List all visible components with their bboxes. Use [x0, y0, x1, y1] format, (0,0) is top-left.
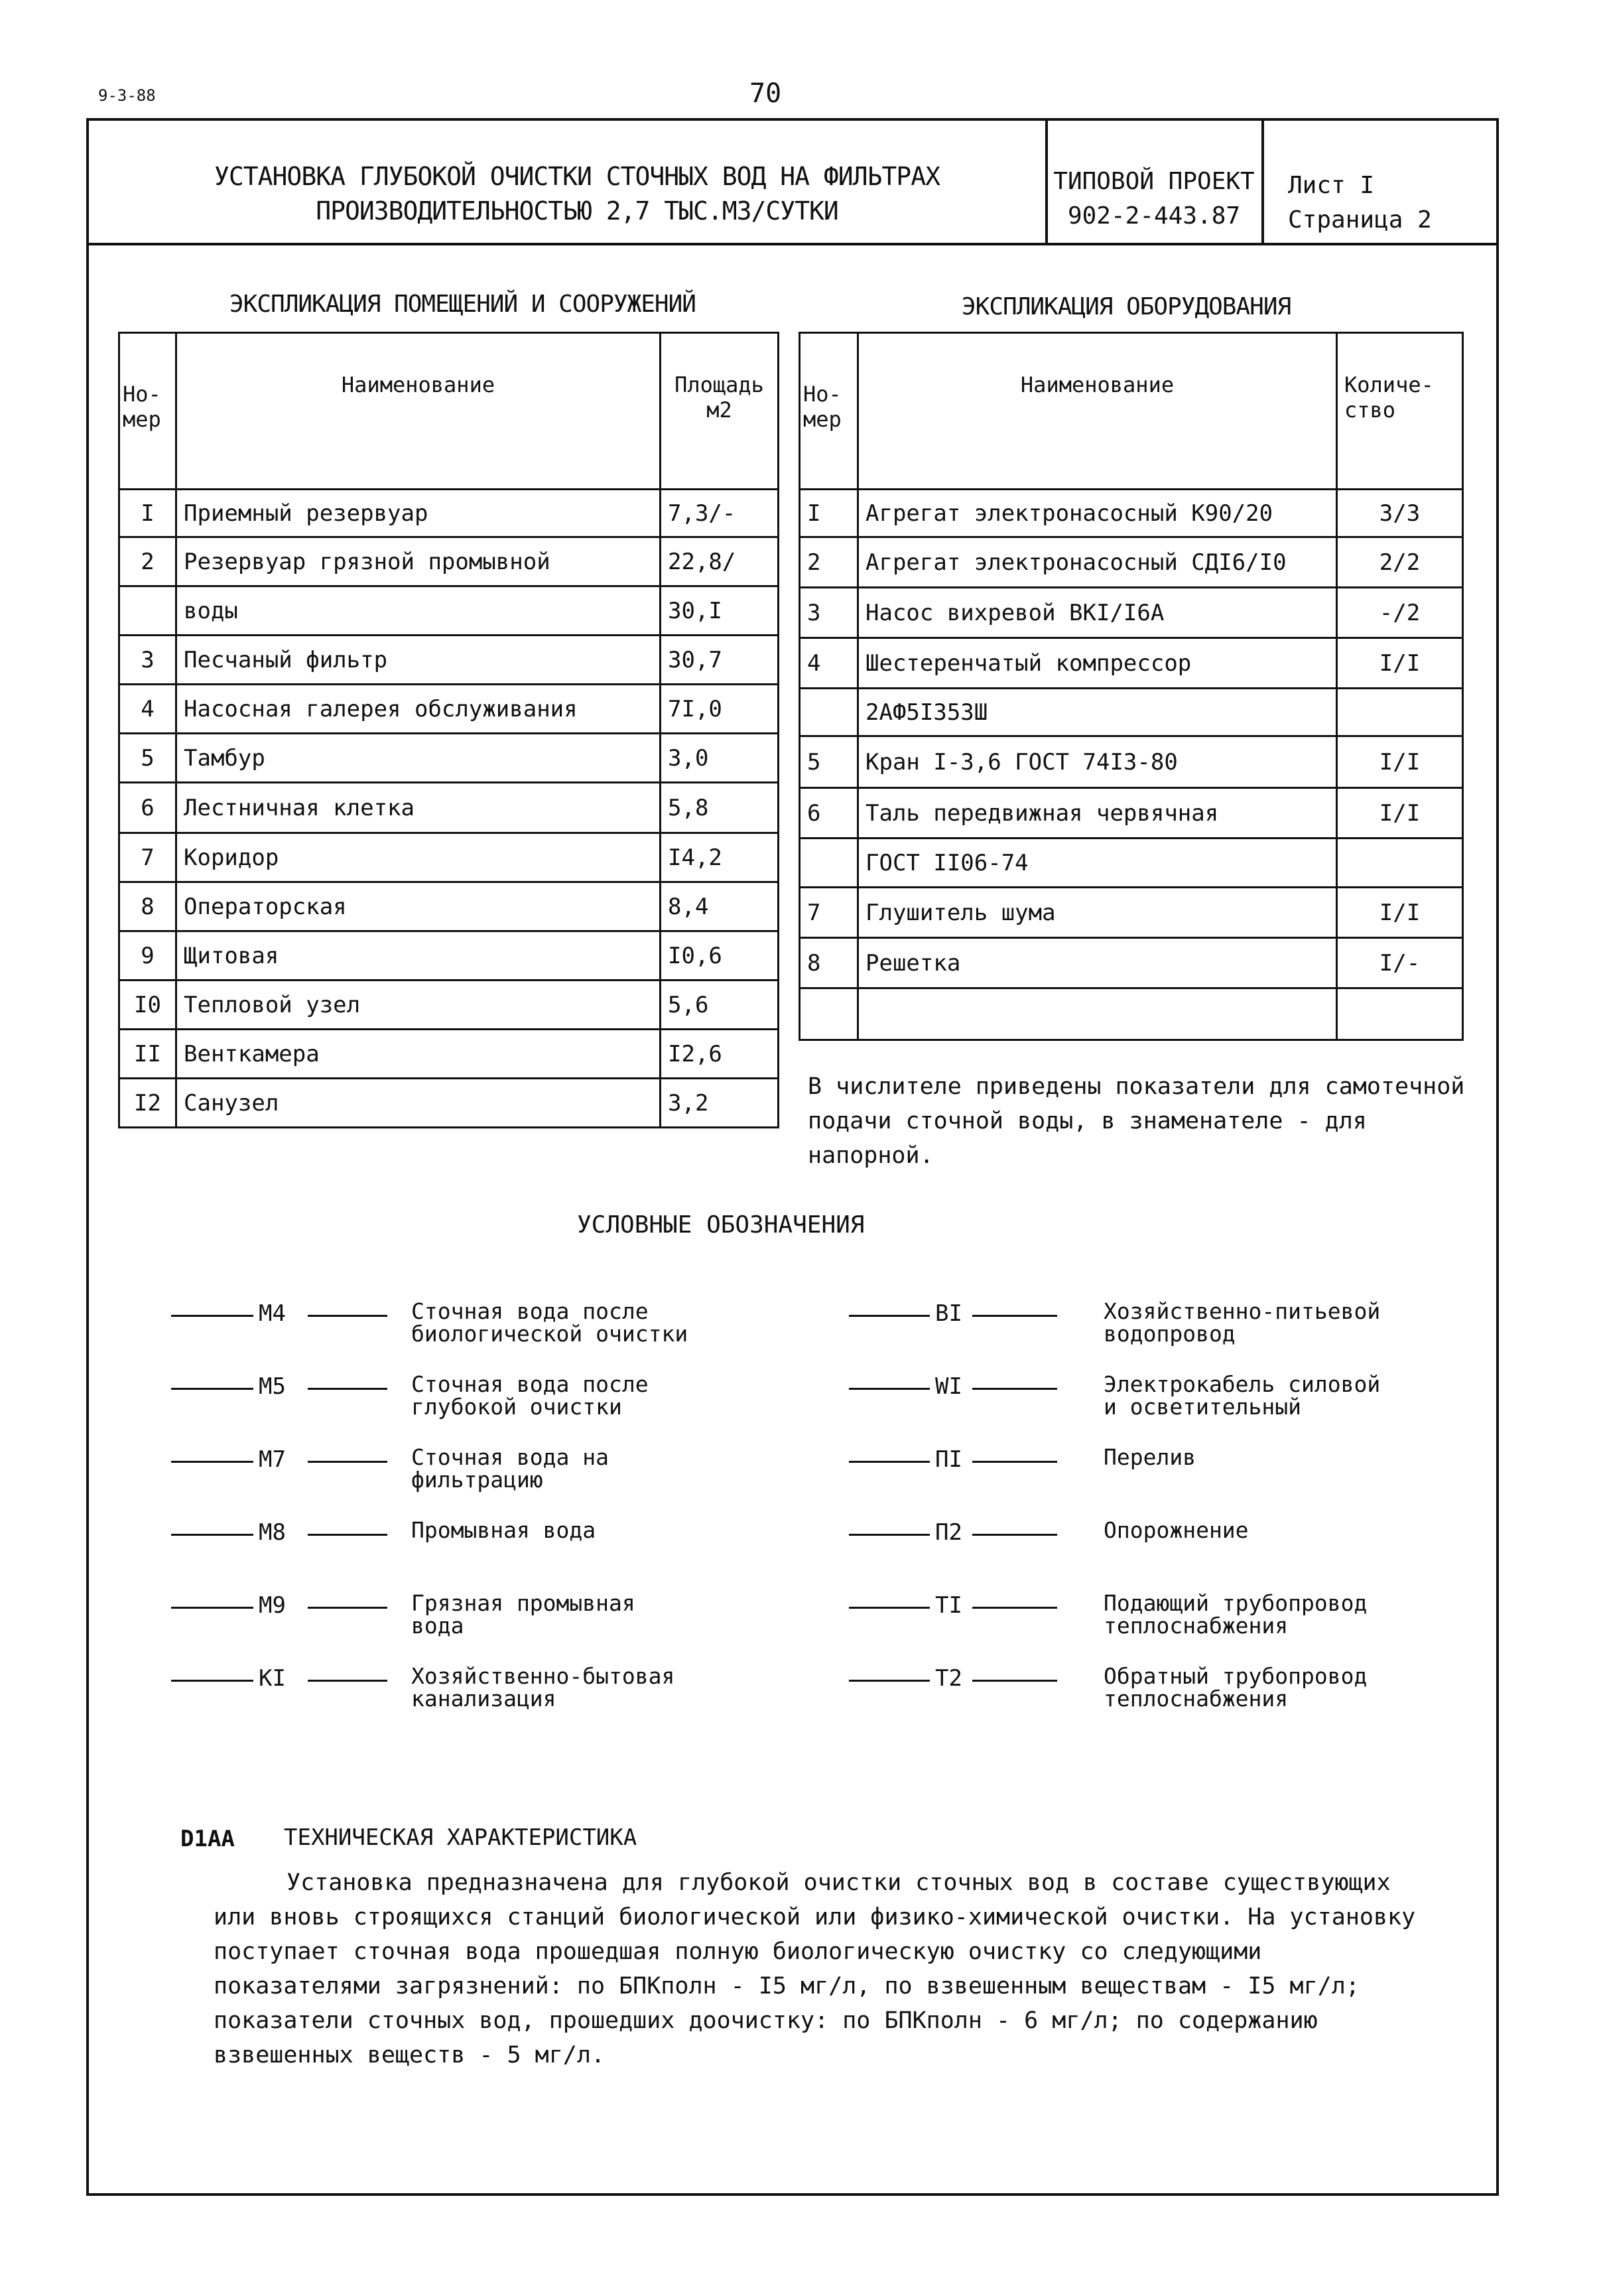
- room-number: 3: [119, 636, 176, 685]
- table-row: [119, 586, 779, 636]
- equipment-qty: I/I: [1337, 638, 1463, 689]
- equipment-name: Глушитель шума: [858, 888, 1337, 938]
- room-name: Тепловой узел: [176, 980, 661, 1030]
- legend-description-line: теплоснабжения: [1104, 1686, 1289, 1712]
- table-row: [119, 1079, 779, 1128]
- equipment-name: Насос вихревой ВКI/I6А: [858, 588, 1337, 638]
- project-code-block: [1049, 165, 1259, 234]
- legend-line-segment: [972, 1534, 1057, 1536]
- legend-line-segment: [849, 1534, 930, 1536]
- equipment-number: 3: [800, 588, 858, 638]
- legend-line-segment: [308, 1461, 387, 1463]
- equipment-name: Решетка: [858, 938, 1337, 988]
- legend-item: [849, 1446, 1512, 1499]
- room-name: Коридор: [176, 833, 661, 882]
- legend-code: КI: [259, 1665, 286, 1692]
- legend-description-line: вода: [411, 1613, 464, 1639]
- legend-line-segment: [972, 1315, 1057, 1317]
- legend-code: Т2: [935, 1665, 962, 1692]
- legend-description-line: Грязная промывная: [411, 1590, 635, 1616]
- legend-line-segment: [972, 1461, 1057, 1463]
- rooms-title: ЭКСПЛИКАЦИЯ ПОМЕЩЕНИЙ И СООРУЖЕНИЙ: [229, 291, 696, 318]
- legend-description: [1104, 1446, 1196, 1469]
- legend-description-line: Обратный трубопровод: [1104, 1663, 1368, 1689]
- equipment-name: Агрегат электронасосный К90/20: [858, 490, 1337, 537]
- room-area: 3,2: [661, 1079, 779, 1128]
- legend-description-line: Электрокабель силовой: [1104, 1371, 1381, 1397]
- col-qty-header: Количе- ство: [1337, 333, 1463, 490]
- equipment-number: I: [800, 490, 858, 537]
- table-row: [119, 636, 779, 685]
- equipment-number: [800, 689, 858, 736]
- room-name: Щитовая: [176, 931, 661, 980]
- equipment-qty: -/2: [1337, 588, 1463, 638]
- legend-code: М8: [259, 1519, 286, 1546]
- equipment-name: Таль передвижная червячная: [858, 788, 1337, 839]
- legend-line-segment: [171, 1388, 253, 1390]
- table-row: [800, 888, 1463, 938]
- room-area: 3,0: [661, 734, 779, 783]
- legend-code: М4: [259, 1300, 286, 1327]
- equipment-name: 2АФ5I353Ш: [858, 689, 1337, 736]
- legend-line-segment: [308, 1388, 387, 1390]
- room-area: 5,8: [661, 783, 779, 833]
- legend-line-segment: [308, 1534, 387, 1536]
- legend-line-segment: [308, 1607, 387, 1609]
- room-name: Приемный резервуар: [176, 490, 661, 537]
- legend-item: [849, 1592, 1512, 1645]
- legend-line-segment: [849, 1388, 930, 1390]
- legend-title: УСЛОВНЫЕ ОБОЗНАЧЕНИЯ: [577, 1211, 865, 1239]
- table-row: [119, 882, 779, 931]
- equipment-number: 2: [800, 537, 858, 588]
- legend-item: [849, 1665, 1512, 1718]
- legend-line-segment: [171, 1534, 253, 1536]
- equipment-qty: [1337, 839, 1463, 888]
- equipment-note: В числителе приведены показатели для самотечной подачи сточной воды, в знаменателе - для напорной.: [808, 1073, 1465, 1169]
- legend-item: [171, 1665, 834, 1718]
- legend-item: [849, 1300, 1512, 1353]
- legend-description: [1104, 1373, 1380, 1418]
- room-name: Санузел: [176, 1079, 661, 1128]
- legend-description-line: Опорожнение: [1104, 1517, 1249, 1543]
- room-name: воды: [176, 586, 661, 636]
- equipment-qty: [1337, 988, 1463, 1040]
- sheet-label: Лист I: [1288, 172, 1375, 199]
- room-area: 30,7: [661, 636, 779, 685]
- legend-description: [411, 1446, 609, 1491]
- equipment-number: 6: [800, 788, 858, 839]
- table-row: [800, 988, 1463, 1040]
- legend-line-segment: [308, 1680, 387, 1682]
- room-name: Песчаный фильтр: [176, 636, 661, 685]
- equipment-qty: [1337, 689, 1463, 736]
- room-area: 30,I: [661, 586, 779, 636]
- equipment-number: 7: [800, 888, 858, 938]
- col-name-header: Наименование: [176, 333, 661, 490]
- room-number: I0: [119, 980, 176, 1030]
- room-number: 2: [119, 537, 176, 586]
- equipment-qty: I/I: [1337, 888, 1463, 938]
- room-area: I0,6: [661, 931, 779, 980]
- room-number: 9: [119, 931, 176, 980]
- rooms-table: [118, 332, 779, 1128]
- legend-line-segment: [972, 1388, 1057, 1390]
- legend-code: ВI: [935, 1300, 962, 1327]
- sheet-block: [1288, 169, 1432, 237]
- title-block-divider: [1261, 118, 1264, 243]
- room-number: 6: [119, 783, 176, 833]
- table-row: [800, 736, 1463, 788]
- legend-description-line: теплоснабжения: [1104, 1613, 1289, 1639]
- legend-description-line: Перелив: [1104, 1444, 1196, 1470]
- table-row: [800, 689, 1463, 736]
- tech-description: Установка предназначена для глубокой очистки сточных вод в составе существующих или вновь строящихся станций биологической или физико-химической очистки. На установку поступает сточная вода прошедшая полную биологическую очистку со следующими показателями загрязнений: по БПКполн - I5 мг/л, по взвешенным веществам - I5 мг/л; показатели сточных вод, прошедших доочистку: по БПКполн - 6 мг/л; по содержанию взвешенных веществ - 5 мг/л.: [214, 1869, 1416, 2068]
- table-row: [119, 1030, 779, 1079]
- room-number: 8: [119, 882, 176, 931]
- legend-line-segment: [171, 1680, 253, 1682]
- equipment-qty: 3/3: [1337, 490, 1463, 537]
- table-row: [119, 931, 779, 980]
- title-block: [86, 118, 1499, 245]
- equipment-name: Шестеренчатый компрессор: [858, 638, 1337, 689]
- table-row: [800, 839, 1463, 888]
- legend-description-line: фильтрацию: [411, 1467, 543, 1493]
- room-name: Тамбур: [176, 734, 661, 783]
- legend-code: ТI: [935, 1592, 962, 1619]
- room-number: I: [119, 490, 176, 537]
- document-title-line: УСТАНОВКА ГЛУБОКОЙ ОЧИСТКИ СТОЧНЫХ ВОД НА ФИЛЬТРАХ: [214, 162, 940, 191]
- legend-line-segment: [171, 1607, 253, 1609]
- legend-item: [849, 1519, 1512, 1572]
- room-number: [119, 586, 176, 636]
- room-area: 8,4: [661, 882, 779, 931]
- equipment-number: [800, 988, 858, 1040]
- room-name: Резервуар грязной промывной: [176, 537, 661, 586]
- equipment-title: ЭКСПЛИКАЦИЯ ОБОРУДОВАНИЯ: [962, 293, 1291, 320]
- page-number: 70: [749, 78, 782, 109]
- room-area: 22,8/: [661, 537, 779, 586]
- page-label: Страница 2: [1288, 206, 1432, 234]
- legend-description-line: Сточная вода после: [411, 1371, 649, 1397]
- legend-code: М9: [259, 1592, 286, 1619]
- legend-description: [1104, 1519, 1249, 1542]
- equipment-number: [800, 839, 858, 888]
- equipment-qty: I/I: [1337, 736, 1463, 788]
- legend-line-segment: [849, 1461, 930, 1463]
- table-row: [800, 788, 1463, 839]
- legend-description-line: и осветительный: [1104, 1394, 1302, 1420]
- table-row: [800, 938, 1463, 988]
- legend-line-segment: [849, 1680, 930, 1682]
- room-name: Операторская: [176, 882, 661, 931]
- legend-description: [411, 1665, 674, 1710]
- legend-item: [171, 1519, 834, 1572]
- legend-code: WI: [935, 1373, 962, 1400]
- room-area: 5,6: [661, 980, 779, 1030]
- legend-description: [411, 1519, 596, 1542]
- legend-item: [171, 1373, 834, 1426]
- equipment-name: Агрегат электронасосный СДI6/I0: [858, 537, 1337, 588]
- legend-description-line: Сточная вода после: [411, 1298, 649, 1324]
- legend-line-segment: [849, 1315, 930, 1317]
- equipment-number: 5: [800, 736, 858, 788]
- equipment-name: [858, 988, 1337, 1040]
- equipment-table: [799, 332, 1464, 1041]
- legend-description-line: Подающий трубопровод: [1104, 1590, 1368, 1616]
- legend-description-line: Хозяйственно-питьевой: [1104, 1298, 1381, 1324]
- legend-description: [411, 1373, 649, 1418]
- room-number: II: [119, 1030, 176, 1079]
- table-row: [119, 537, 779, 586]
- table-row: [119, 734, 779, 783]
- table-row: [800, 490, 1463, 537]
- legend-line-segment: [308, 1315, 387, 1317]
- table-row: [800, 537, 1463, 588]
- tech-title: ТЕХНИЧЕСКАЯ ХАРАКТЕРИСТИКА: [284, 1824, 637, 1851]
- legend-description-line: канализация: [411, 1686, 556, 1712]
- project-label: ТИПОВОЙ ПРОЕКТ: [1053, 168, 1255, 195]
- room-area: I2,6: [661, 1030, 779, 1079]
- title-block-divider: [1045, 118, 1048, 243]
- table-row: [119, 490, 779, 537]
- table-row: [119, 980, 779, 1030]
- legend-description-line: глубокой очистки: [411, 1394, 622, 1420]
- equipment-qty: 2/2: [1337, 537, 1463, 588]
- room-name: Лестничная клетка: [176, 783, 661, 833]
- room-number: 5: [119, 734, 176, 783]
- legend-line-segment: [171, 1461, 253, 1463]
- tech-marker: D1AA: [180, 1826, 235, 1852]
- legend-description-line: биологической очистки: [411, 1321, 688, 1347]
- legend-item: [171, 1300, 834, 1353]
- legend-item: [849, 1373, 1512, 1426]
- legend-line-segment: [849, 1607, 930, 1609]
- table-row: [800, 638, 1463, 689]
- room-area: I4,2: [661, 833, 779, 882]
- room-number: 7: [119, 833, 176, 882]
- document-title-line: ПРОИЗВОДИТЕЛЬНОСТЬЮ 2,7 ТЫС.М3/СУТКИ: [316, 196, 838, 226]
- equipment-number: 8: [800, 938, 858, 988]
- legend-code: М7: [259, 1446, 286, 1473]
- room-area: 7,3/-: [661, 490, 779, 537]
- legend-description-line: Промывная вода: [411, 1517, 596, 1543]
- legend-description: [411, 1592, 635, 1637]
- equipment-name: ГОСТ II06-74: [858, 839, 1337, 888]
- legend-description: [411, 1300, 688, 1345]
- room-name: Насосная галерея обслуживания: [176, 685, 661, 734]
- col-name-header: Наименование: [858, 333, 1337, 490]
- equipment-qty: I/I: [1337, 788, 1463, 839]
- legend-item: [171, 1446, 834, 1499]
- corner-mark: 9-3-88: [98, 86, 156, 105]
- equipment-number: 4: [800, 638, 858, 689]
- legend-code: П2: [935, 1519, 962, 1546]
- legend-description-line: Сточная вода на: [411, 1444, 609, 1470]
- legend-description: [1104, 1665, 1367, 1710]
- legend-code: М5: [259, 1373, 286, 1400]
- room-area: 7I,0: [661, 685, 779, 734]
- legend-code: ПI: [935, 1446, 962, 1473]
- equipment-name: Кран I-3,6 ГОСТ 74I3-80: [858, 736, 1337, 788]
- table-row: [119, 833, 779, 882]
- legend-line-segment: [972, 1680, 1057, 1682]
- legend-line-segment: [171, 1315, 253, 1317]
- legend-description: [1104, 1300, 1380, 1345]
- room-number: 4: [119, 685, 176, 734]
- col-area-header: Площадь м2: [661, 333, 779, 490]
- legend-item: [171, 1592, 834, 1645]
- table-row: [119, 783, 779, 833]
- legend-line-segment: [972, 1607, 1057, 1609]
- table-row: [119, 685, 779, 734]
- table-row: [800, 588, 1463, 638]
- room-name: Венткамера: [176, 1030, 661, 1079]
- col-number-header: Но- мер: [119, 333, 176, 490]
- document-title: [113, 159, 1041, 228]
- project-code: 902-2-443.87: [1067, 202, 1241, 230]
- legend-description-line: водопровод: [1104, 1321, 1236, 1347]
- legend-description: [1104, 1592, 1367, 1637]
- equipment-qty: I/-: [1337, 938, 1463, 988]
- room-number: I2: [119, 1079, 176, 1128]
- col-number-header: Но- мер: [800, 333, 858, 490]
- legend-description-line: Хозяйственно-бытовая: [411, 1663, 675, 1689]
